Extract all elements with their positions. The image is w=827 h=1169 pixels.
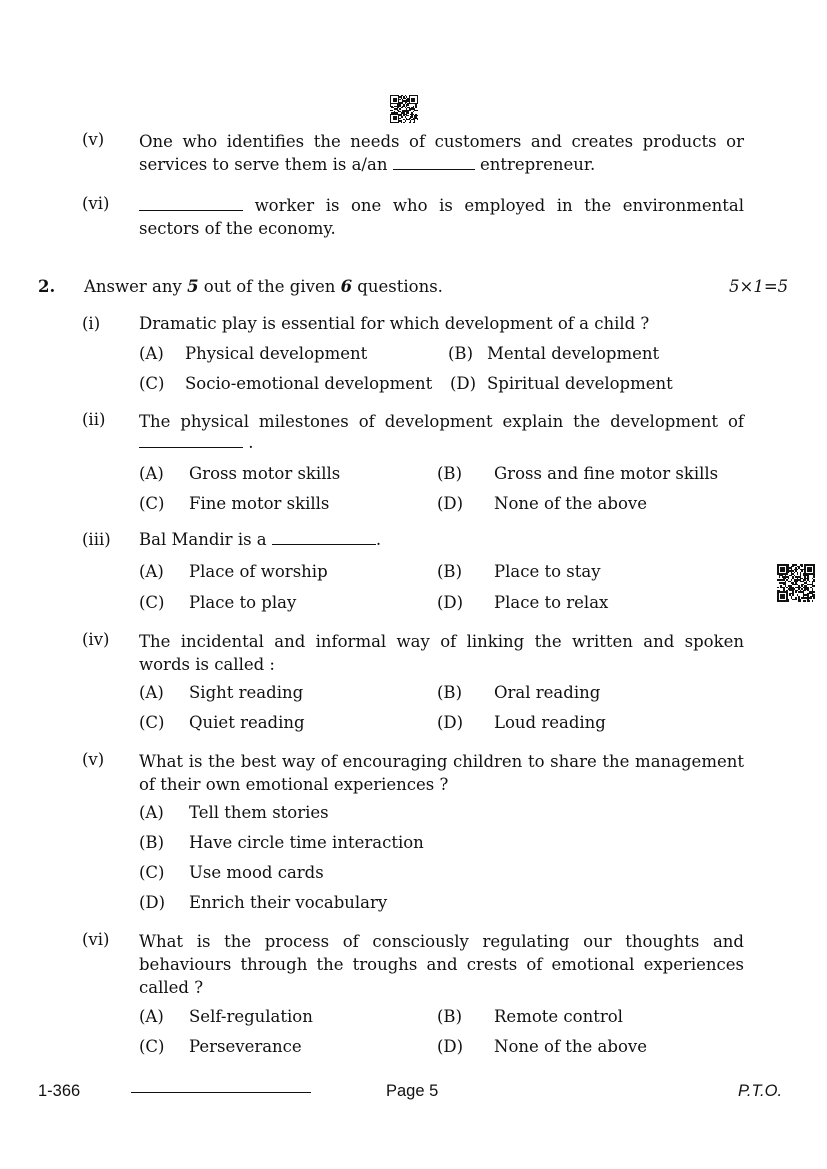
footer-divider [131,1092,311,1093]
sub-question-text: Bal Mandir is a . [139,530,382,549]
sub-question-number: (v) [82,750,105,769]
answer-blank[interactable] [393,155,475,170]
paper-code: 1-366 [38,1082,81,1100]
option-label: (C) [139,593,165,612]
option-text[interactable]: Oral reading [494,683,601,702]
option-label: (D) [450,374,477,393]
item-number: (v) [82,130,105,149]
answer-line: . [139,433,254,452]
option-label: (B) [437,683,462,702]
option-label: (A) [139,683,164,702]
option-label: (D) [437,593,464,612]
option-text[interactable]: Quiet reading [189,713,305,732]
option-label: (B) [139,833,164,852]
option-label: (A) [139,464,164,483]
option-text[interactable]: Gross motor skills [189,464,341,483]
option-label: (A) [139,803,164,822]
sub-question-number: (vi) [82,930,110,949]
option-text[interactable]: Have circle time interaction [189,833,424,852]
option-text[interactable]: Remote control [494,1007,623,1026]
option-label: (C) [139,863,165,882]
option-label: (C) [139,374,165,393]
option-label: (B) [437,562,462,581]
option-text[interactable]: Mental development [487,344,660,363]
option-text[interactable]: None of the above [494,1037,647,1056]
question-instruction: Answer any 5 out of the given 6 questions. [84,277,443,296]
option-text[interactable]: Place to stay [494,562,601,581]
answer-blank[interactable] [272,530,376,545]
option-text[interactable]: Perseverance [189,1037,302,1056]
option-text[interactable]: Place to relax [494,593,609,612]
option-text[interactable]: Self-regulation [189,1007,313,1026]
sub-question-text: What is the process of consciously regulating our thoughts and behaviours through the troughs and crests of emotional experiences called ? [139,932,744,997]
option-label: (D) [437,494,464,513]
option-label: (D) [139,893,166,912]
option-text[interactable]: Gross and fine motor skills [494,464,719,483]
sub-question-text: The incidental and informal way of linking the written and spoken words is called : [139,632,744,674]
option-text[interactable]: Use mood cards [189,863,324,882]
option-text[interactable]: Place to play [189,593,297,612]
answer-blank[interactable] [139,196,243,211]
option-text[interactable]: Spiritual development [487,374,673,393]
page-number: Page 5 [386,1082,439,1100]
option-text[interactable]: Place of worship [189,562,328,581]
marks-label: 5×1=5 [729,277,789,296]
option-text[interactable]: Fine motor skills [189,494,330,513]
item-number: (vi) [82,194,110,213]
option-label: (D) [437,713,464,732]
option-text[interactable]: None of the above [494,494,647,513]
option-text[interactable]: Socio-emotional development [185,374,433,393]
sub-question-number: (i) [82,314,101,333]
option-label: (A) [139,1007,164,1026]
option-label: (D) [437,1037,464,1056]
answer-blank[interactable] [139,433,243,448]
option-text[interactable]: Sight reading [189,683,304,702]
sub-question-text: The physical milestones of development explain the development of [139,412,744,431]
option-text[interactable]: Enrich their vocabulary [189,893,388,912]
option-text[interactable]: Tell them stories [189,803,329,822]
option-label: (A) [139,344,164,363]
option-label: (C) [139,713,165,732]
option-label: (A) [139,562,164,581]
option-text[interactable]: Physical development [185,344,368,363]
question-number: 2. [38,277,56,296]
item-text: worker is one who is employed in the environmental sectors of the economy. [139,196,745,238]
option-label: (B) [448,344,473,363]
option-label: (B) [437,1007,462,1026]
option-label: (C) [139,1037,165,1056]
pto-label: P.T.O. [738,1082,783,1100]
option-label: (B) [437,464,462,483]
sub-question-text: What is the best way of encouraging children to share the management of their own emotional experiences ? [139,752,744,794]
qr-code-icon [777,564,815,602]
option-text[interactable]: Loud reading [494,713,606,732]
item-text: One who identifies the needs of customers and creates products or services to serve them is a/an entrepreneur. [139,132,744,174]
sub-question-number: (iii) [82,530,111,549]
sub-question-number: (iv) [82,630,110,649]
qr-code-icon [390,95,418,123]
sub-question-text: Dramatic play is essential for which development of a child ? [139,314,650,333]
option-label: (C) [139,494,165,513]
sub-question-number: (ii) [82,410,106,429]
